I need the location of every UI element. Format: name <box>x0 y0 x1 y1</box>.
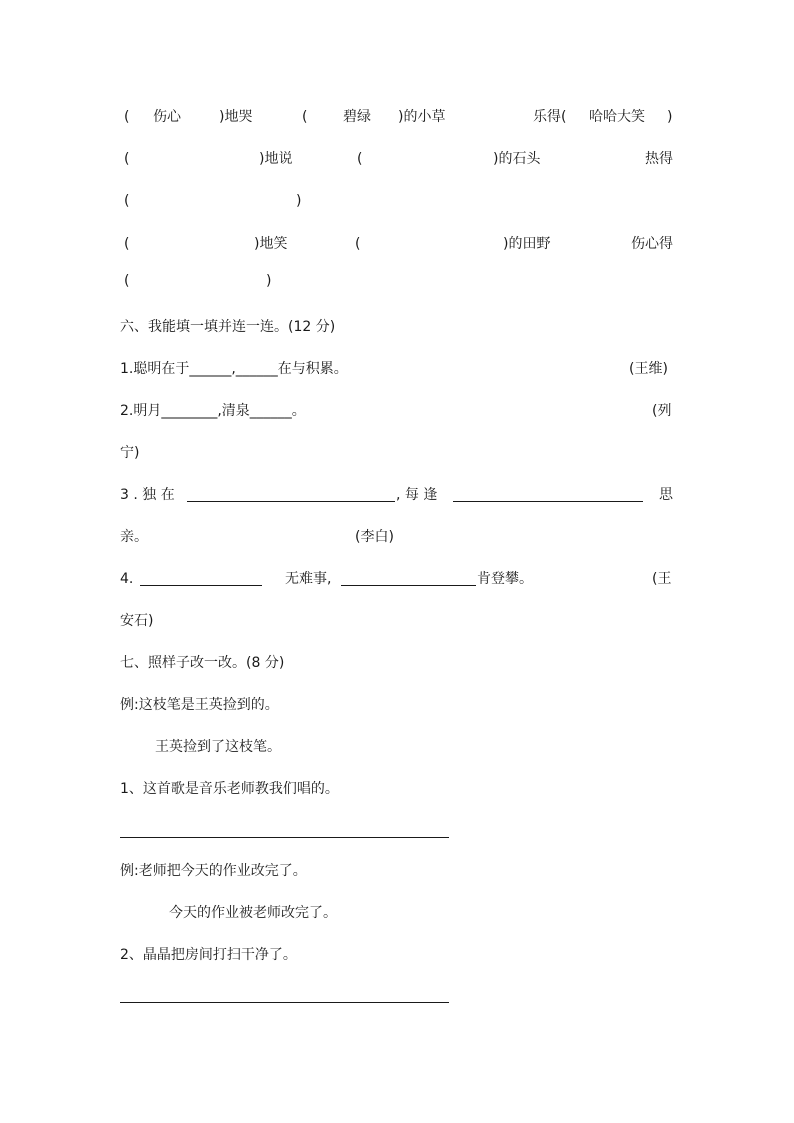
question-text: 肯登攀。 <box>477 571 533 587</box>
example-text: 例:这枝笔是王英捡到的。 <box>120 697 279 713</box>
example-text: 例:老师把今天的作业改完了。 <box>120 863 307 879</box>
phrase-text: 热得 <box>645 151 673 167</box>
author-label: 宁) <box>120 445 140 461</box>
question-text: 1、这首歌是音乐老师教我们唱的。 <box>120 781 339 797</box>
author-label: (王 <box>652 571 672 587</box>
answer-line <box>120 837 449 838</box>
phrase-text: )的石头 <box>493 151 541 167</box>
paren-open: ( <box>302 109 308 125</box>
fill-blank-line <box>140 585 262 586</box>
phrase-text: )地笑 <box>254 236 288 252</box>
section-title: 七、照样子改一改。(8 分) <box>120 655 285 671</box>
paren-open: ( <box>124 193 130 209</box>
question-text: 无难事, <box>285 571 332 587</box>
phrase-text: )地说 <box>259 151 293 167</box>
fill-blank-line <box>187 501 395 502</box>
question-text: 1.聪明在于______,______在与积累。 <box>120 361 348 377</box>
phrase-text: 乐得( <box>533 109 567 125</box>
paren-open: ( <box>124 273 130 289</box>
paren-close: ) <box>266 273 272 289</box>
paren-close: ) <box>296 193 302 209</box>
question-text: 思 <box>659 487 673 503</box>
phrase-text: )地哭 <box>219 109 253 125</box>
fill-blank-line <box>453 501 643 502</box>
question-text: , 每 逢 <box>396 487 438 503</box>
author-label: (列 <box>652 403 672 419</box>
phrase-text: 伤心得 <box>631 236 673 252</box>
question-text: 亲。 <box>120 529 148 545</box>
paren-close: ) <box>667 109 673 125</box>
author-label: (王维) <box>629 361 668 377</box>
section-title: 六、我能填一填并连一连。(12 分) <box>120 319 336 335</box>
paren-open: ( <box>355 236 361 252</box>
paren-open: ( <box>124 109 130 125</box>
fill-blank-line <box>341 585 476 586</box>
question-text: 2.明月________,清泉______。 <box>120 403 306 419</box>
author-label: (李白) <box>355 529 394 545</box>
example-answer: 王英捡到了这枝笔。 <box>155 739 281 755</box>
paren-open: ( <box>124 236 130 252</box>
question-text: 2、晶晶把房间打扫干净了。 <box>120 947 297 963</box>
filled-answer: 哈哈大笑 <box>589 109 645 125</box>
example-answer: 今天的作业被老师改完了。 <box>169 905 337 921</box>
phrase-text: )的小草 <box>398 109 446 125</box>
filled-answer: 碧绿 <box>343 109 371 125</box>
question-number: 3 . 独 在 <box>120 487 175 503</box>
paren-open: ( <box>124 151 130 167</box>
question-number: 4. <box>120 571 134 587</box>
answer-line <box>120 1002 449 1003</box>
phrase-text: )的田野 <box>503 236 551 252</box>
filled-answer: 伤心 <box>153 109 181 125</box>
author-label: 安石) <box>120 613 154 629</box>
paren-open: ( <box>357 151 363 167</box>
